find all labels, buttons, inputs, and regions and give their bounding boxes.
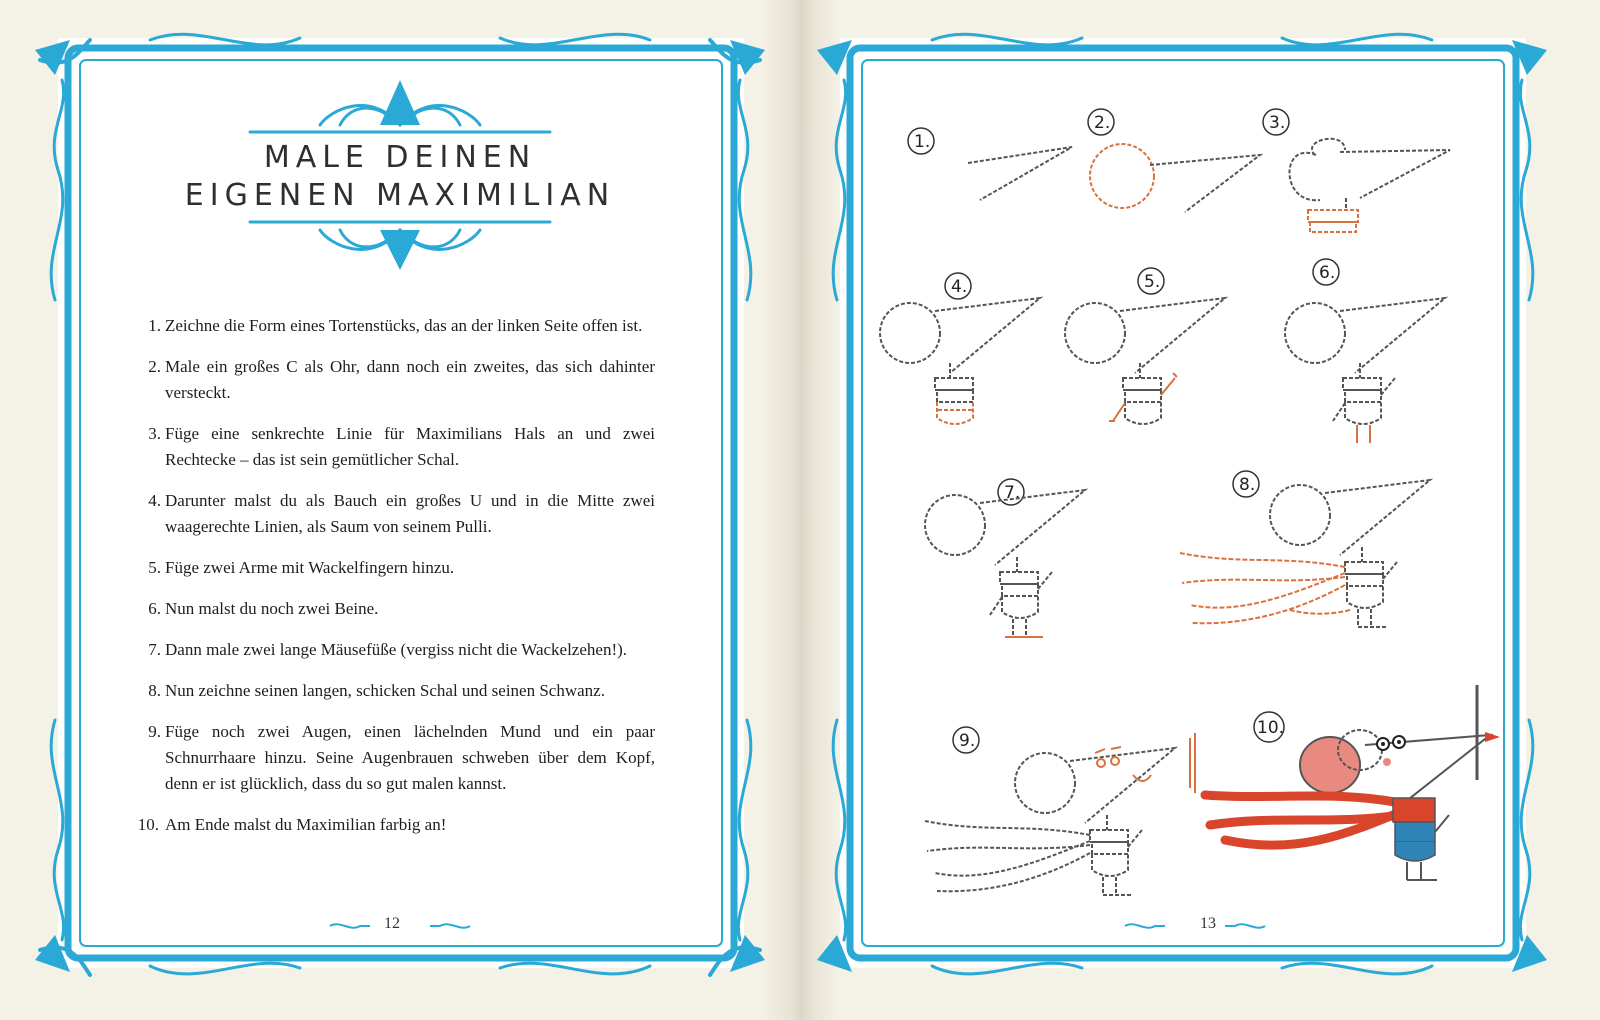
step-number: 8.: [148, 681, 161, 700]
step-text: Zeichne die Form eines Tortenstücks, das an der linken Seite offen ist.: [165, 316, 643, 335]
step-label-10: [1254, 712, 1284, 742]
step-label-8: [1233, 471, 1259, 497]
drawing-step-10: [1205, 685, 1500, 880]
step-number: 4.: [148, 491, 161, 510]
step-label-3: [1263, 109, 1289, 135]
drawing-step-2: [1090, 144, 1260, 212]
page-number: 13: [1200, 915, 1216, 932]
step-label-4: [945, 273, 971, 299]
step-number: 7.: [148, 640, 161, 659]
step-label-2: [1088, 109, 1114, 135]
step-number: 6.: [148, 599, 161, 618]
step-label-5: [1138, 268, 1164, 294]
svg-text:5.: 5.: [1144, 272, 1161, 292]
step-number: 2.: [148, 357, 161, 376]
svg-text:6.: 6.: [1319, 263, 1336, 283]
svg-text:7.: 7.: [1004, 483, 1021, 503]
step-number: 10.: [137, 815, 159, 834]
drawing-step-3: [1289, 139, 1450, 232]
step-label-9: [953, 727, 979, 753]
svg-text:10.: 10.: [1257, 718, 1285, 738]
step-text: Am Ende malst du Maximilian farbig an!: [165, 815, 447, 834]
step-text: Füge eine senkrechte Linie für Maximilians Hals an und zwei Rechtecke – das ist sein gemütlicher Schal.: [165, 424, 655, 469]
svg-text:4.: 4.: [951, 277, 968, 297]
instruction-step: [135, 354, 655, 406]
page-title-line-2: EIGENEN MAXIMILIAN: [184, 178, 616, 213]
page-number: 12: [384, 915, 400, 932]
drawing-step-5: [1065, 298, 1225, 424]
instruction-step: [135, 488, 655, 540]
step-number: 9.: [148, 722, 161, 741]
drawing-step-8: [1180, 480, 1430, 627]
drawing-step-1: [968, 147, 1072, 200]
step-text: Nun malst du noch zwei Beine.: [165, 599, 379, 618]
title-block: [170, 70, 630, 280]
step-text: Nun zeichne seinen langen, schicken Schal und seinen Schwanz.: [165, 681, 605, 700]
step-number: 3.: [148, 424, 161, 443]
drawing-steps: [800, 0, 1600, 1020]
step-text: Dann male zwei lange Mäusefüße (vergiss nicht die Wackelzehen!).: [165, 640, 628, 659]
instruction-step: [135, 421, 655, 473]
step-text: Darunter malst du als Bauch ein großes U und in die Mitte zwei waagerechte Linien, als Saum von seinem Pulli.: [165, 491, 655, 536]
step-label-1: [908, 128, 934, 154]
instruction-step: [135, 555, 655, 581]
instruction-step: [135, 812, 655, 838]
instruction-step: [135, 596, 655, 622]
step-text: Füge zwei Arme mit Wackelfingern hinzu.: [165, 558, 455, 577]
drawing-step-4: [880, 298, 1040, 424]
instruction-step: [135, 313, 655, 339]
drawing-step-7: [925, 490, 1085, 637]
instruction-step: [135, 637, 655, 663]
step-number: 1.: [148, 316, 161, 335]
svg-text:8.: 8.: [1239, 475, 1256, 495]
step-text: Füge noch zwei Augen, einen lächelnden Mund und ein paar Schnurrhaare hinzu. Seine Augenbrauen schweben über dem Kopf, denn er ist glücklich, dass du so gut malen kannst.: [165, 722, 655, 793]
step-text: Male ein großes C als Ohr, dann noch ein zweites, das sich dahinter versteckt.: [165, 357, 655, 402]
svg-text:2.: 2.: [1094, 113, 1111, 133]
title-ornament: [170, 70, 630, 280]
instruction-step: [135, 678, 655, 704]
right-page: [800, 0, 1600, 1020]
drawing-step-9: [925, 733, 1195, 895]
svg-text:1.: 1.: [914, 132, 931, 152]
page-title-line-1: MALE DEINEN: [263, 140, 537, 175]
instruction-step: [135, 719, 655, 797]
svg-text:9.: 9.: [959, 731, 976, 751]
step-number: 5.: [148, 558, 161, 577]
svg-text:3.: 3.: [1269, 113, 1286, 133]
drawing-step-6: [1285, 298, 1445, 443]
step-label-6: [1313, 259, 1339, 285]
instruction-list: [135, 313, 655, 853]
